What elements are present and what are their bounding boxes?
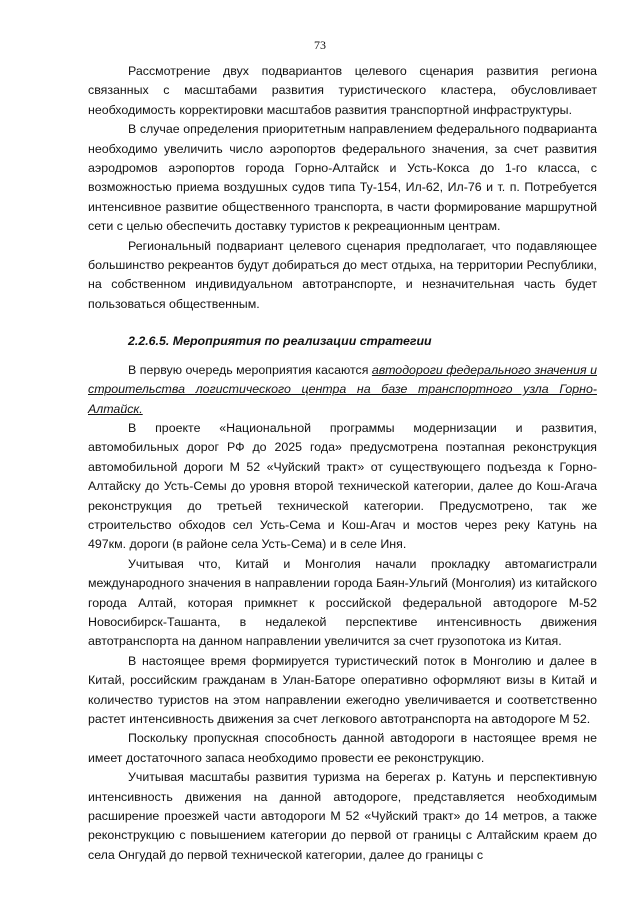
underlined-phrase: автодороги федерального значения и строительства логистического центра на базе транспортного узла Горно-Алтайск. [88, 362, 597, 416]
paragraph: Учитывая что, Китай и Монголия начали прокладку автомагистрали международного значения в направлении города Баян-Ульгий (Монголия) из китайского города Алтай, которая примкнет к российской федеральной автодороге М-52 Новосибирск-Ташанта, в недалекой перспективе интенсивность движения автотранспорта на данном направлении увеличится за счет грузопотока из Китая. [88, 556, 597, 649]
document-body [88, 62, 597, 865]
paragraph: Учитывая масштабы развития туризма на берегах р. Катунь и перспективную интенсивность движения на данной автодороге, представляется необходимым расширение проезжей части автодороги М 52 «Чуйский тракт» до 14 метров, а также реконструкцию с повышением категории до первой от границы с Алтайским краем до села Онгудай до первой технической категории, далее до границы с [88, 770, 597, 862]
paragraph: В проекте «Национальной программы модернизации и развития, автомобильных дорог РФ до 2025 года» предусмотрена поэтапная реконструкция автомобильной дороги М 52 «Чуйский тракт» от существующего подъезда к Горно-Алтайску до Усть-Семы до уровня второй технической категории, далее до Кош-Агача реконструкция до третьей технической категории. Предусмотрено, так же строительство обходов сел Усть-Сема и Кош-Агач и мостов через реку Катунь на 497км. дороги (в районе села Усть-Сема) и в селе Иня. [88, 420, 597, 552]
section-heading: 2.2.6.5. Мероприятия по реализации стратегии [128, 334, 432, 349]
paragraph [88, 361, 597, 419]
page-number: 73 [314, 38, 326, 52]
paragraph: В настоящее время формируется туристический поток в Монголию и далее в Китай, российским гражданам в Улан-Баторе оперативно оформляют визы в Китай и количество туристов на этом направлении ежегодно увеличивается и соответственно растет интенсивность движения за счет легкового автотранспорта на автодороге М 52. [88, 653, 597, 726]
paragraph-lead: В первую очередь мероприятия касаются [128, 362, 372, 377]
paragraph: Рассмотрение двух подвариантов целевого сценария развития региона связанных с масштабами развития туристического кластера, обусловливает необходимость корректировки масштабов развития транспортной инфраструктуры. [88, 64, 597, 117]
paragraph: Поскольку пропускная способность данной автодороги в настоящее время не имеет достаточного запаса необходимо провести ее реконструкцию. [88, 731, 597, 765]
paragraph: Региональный подвариант целевого сценария предполагает, что подавляющее большинство рекреантов будут добираться до мест отдыха, на территории Республики, на собственном индивидуальном автотранспорте, и незначительная часть будет пользоваться общественным. [88, 238, 597, 311]
paragraph: В случае определения приоритетным направлением федерального подварианта необходимо увеличить число аэропортов федерального значения, за счет развития аэродромов аэропортов города Горно-Алтайск и Усть-Кокса до 1-го класса, с возможностью приема воздушных судов типа Ту-154, Ил-62, Ил-76 и т. п. Потребуется интенсивное развитие общественного транспорта, в части формирование маршрутной сети с целью обеспечить доставку туристов к рекреационным центрам. [88, 122, 597, 234]
